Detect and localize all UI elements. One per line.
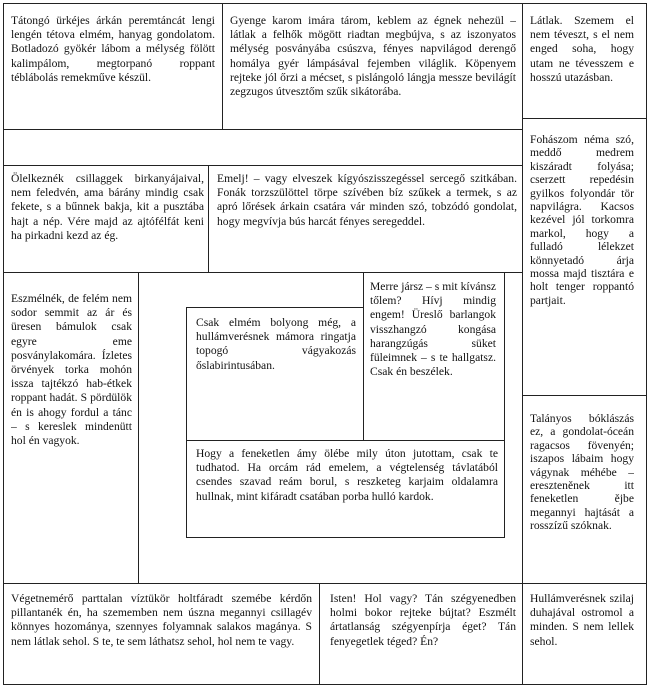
rule-center-box-top xyxy=(186,307,363,308)
rule-col-c xyxy=(138,272,139,584)
rule-right-col-1 xyxy=(522,118,646,119)
rule-col-h xyxy=(522,583,523,685)
text-top-left: Tátongó ürkéjes árkán peremtáncát lengi lengén tétova elmém, hanyag gondolatom. Botladozó gyökér lábom a mélység fölött kalimpálom, megtorpanó roppant téblábolás remekműve készül. xyxy=(11,14,215,84)
rule-right xyxy=(646,3,647,685)
text-bottom-left: Végetnemérő parttalan víztükör holtfáradt szemébe kérdőn pillantanék én, ha szememben nem úszna megannyi csillagév könnyes hozománya, szennyes folyamnak salakos magánya. S nem látlak sehol. S te, te sem láthatsz sehol, hol nem te vagy. xyxy=(11,592,312,648)
rule-col-d xyxy=(504,272,505,538)
rule-center-bottom xyxy=(186,537,504,538)
text-left-lower: Eszmélnék, de felém nem sodor semmit az ár és üresen bámulok csak egyre eme posványlakomára. Ízletes örvények torka mohón issza tajtékzó hab-étkek roppant hadát. S pördülök én is ahogy fordul a tánc – s kereslek mindenütt hol én vagyok. xyxy=(11,292,132,448)
text-right-upper: Fohászom néma szó, meddő medrem kiszáradt folyása; cserzett repedésin gyilkos folyondár tör napvilágra. Kacsos kezével jól torkomra markol, hogy a fulladó lélekzet könnyetadó árja mossa majd tisztára e holt tenger roppantó partjait. xyxy=(530,133,634,307)
text-top-middle: Gyenge karom imára tárom, keblem az égnek nehezül – látlak a felhők mögött riadtan megbújva, s az iszonyatos mélység posványába csúszva, fényes napvilágod derengő homálya gyér lámpásával fejemben világlik. Köpenyem rejteke jól őrzi a mécset, s pislángoló lángja messze bevilágít zegzugos útvesztőm szűk sikátorába. xyxy=(230,14,516,99)
rule-top xyxy=(3,3,646,4)
text-bottom-middle: Isten! Hol vagy? Tán szégyenedben holmi bokor rejteke bújtat? Eszmélt ártatlanság szégyenpírja éget? Tán fenyegetlek téged? Én? xyxy=(330,592,516,648)
rule-bottom xyxy=(3,684,646,685)
text-right-lower: Talányos bóklászás ez, a gondolat-óceán ragacsos fövenyén; iszapos lábaim hogy vágynak méhébe – ereszteněnek itt feneketlen ějbe megannyi hajtását a rosszízű szóknak. xyxy=(530,412,634,533)
text-top-right: Látlak. Szemem el nem téveszt, s el nem enged soha, hogy utam ne tévesszem e hosszú utazásban. xyxy=(530,14,634,84)
rule-middle-block-top xyxy=(3,165,522,166)
text-left-upper: Ölelkeznék csillaggek birkanyájaival, nem feledvén, ama bárány mindig csak fekete, s a bűnnek bakja, kit a pusztába hajt a nép. Vére majd az ajtófélfát keni ha pirkadni kezd az ég. xyxy=(11,172,204,242)
rule-right-col-2 xyxy=(522,395,646,396)
text-middle-upper: Emelj! – vagy elveszek kígyószisszegéssel sercegő szitkában. Fonák torzszülöttel törpe szívében bíz szűkek a termek, s az apró lőrések árkain csatára vár minden szó, tobzódó gondolat, hogy megvívja bús harcát fényes seregeddel. xyxy=(217,172,517,228)
rule-bottom-row-top xyxy=(3,583,646,584)
text-bottom-right: Hullámverésnek szilaj duhajával ostromol a minden. S nem lellek sehol. xyxy=(530,592,634,648)
rule-col-e xyxy=(186,307,187,538)
rule-col-g xyxy=(319,583,320,685)
rule-col-main xyxy=(522,3,523,584)
text-center-bottom: Hogy a feneketlen ámy ölébe mily úton jutottam, csak te tudhatod. Ha orcám rád emelem, a végtelenség távlatából csendes szavad reám borul, s reszketeg karjaim oldalamra hullnak, mint kifáradt csatában porba hulló kardok. xyxy=(196,447,498,503)
rule-upper-row-bottom xyxy=(3,272,522,273)
rule-col-b xyxy=(208,165,209,273)
text-center-right: Merre jársz – s mit kívánsz tőlem? Hívj mindig engem! Üreslő barlangok visszhangzó kongása harangzúgás süket füleimnek – s te hallgatsz. Csak én beszélek. xyxy=(370,280,496,379)
rule-col-a xyxy=(222,3,223,130)
text-center-box: Csak elmém bolyong még, a hullámverésnek mámora ringatja topogó vágyakozás őslabirintusában. xyxy=(196,316,356,372)
rule-left xyxy=(3,3,4,685)
rule-center-split xyxy=(186,440,504,441)
rule-top-row-bottom xyxy=(3,129,522,130)
rule-col-f xyxy=(363,272,364,441)
